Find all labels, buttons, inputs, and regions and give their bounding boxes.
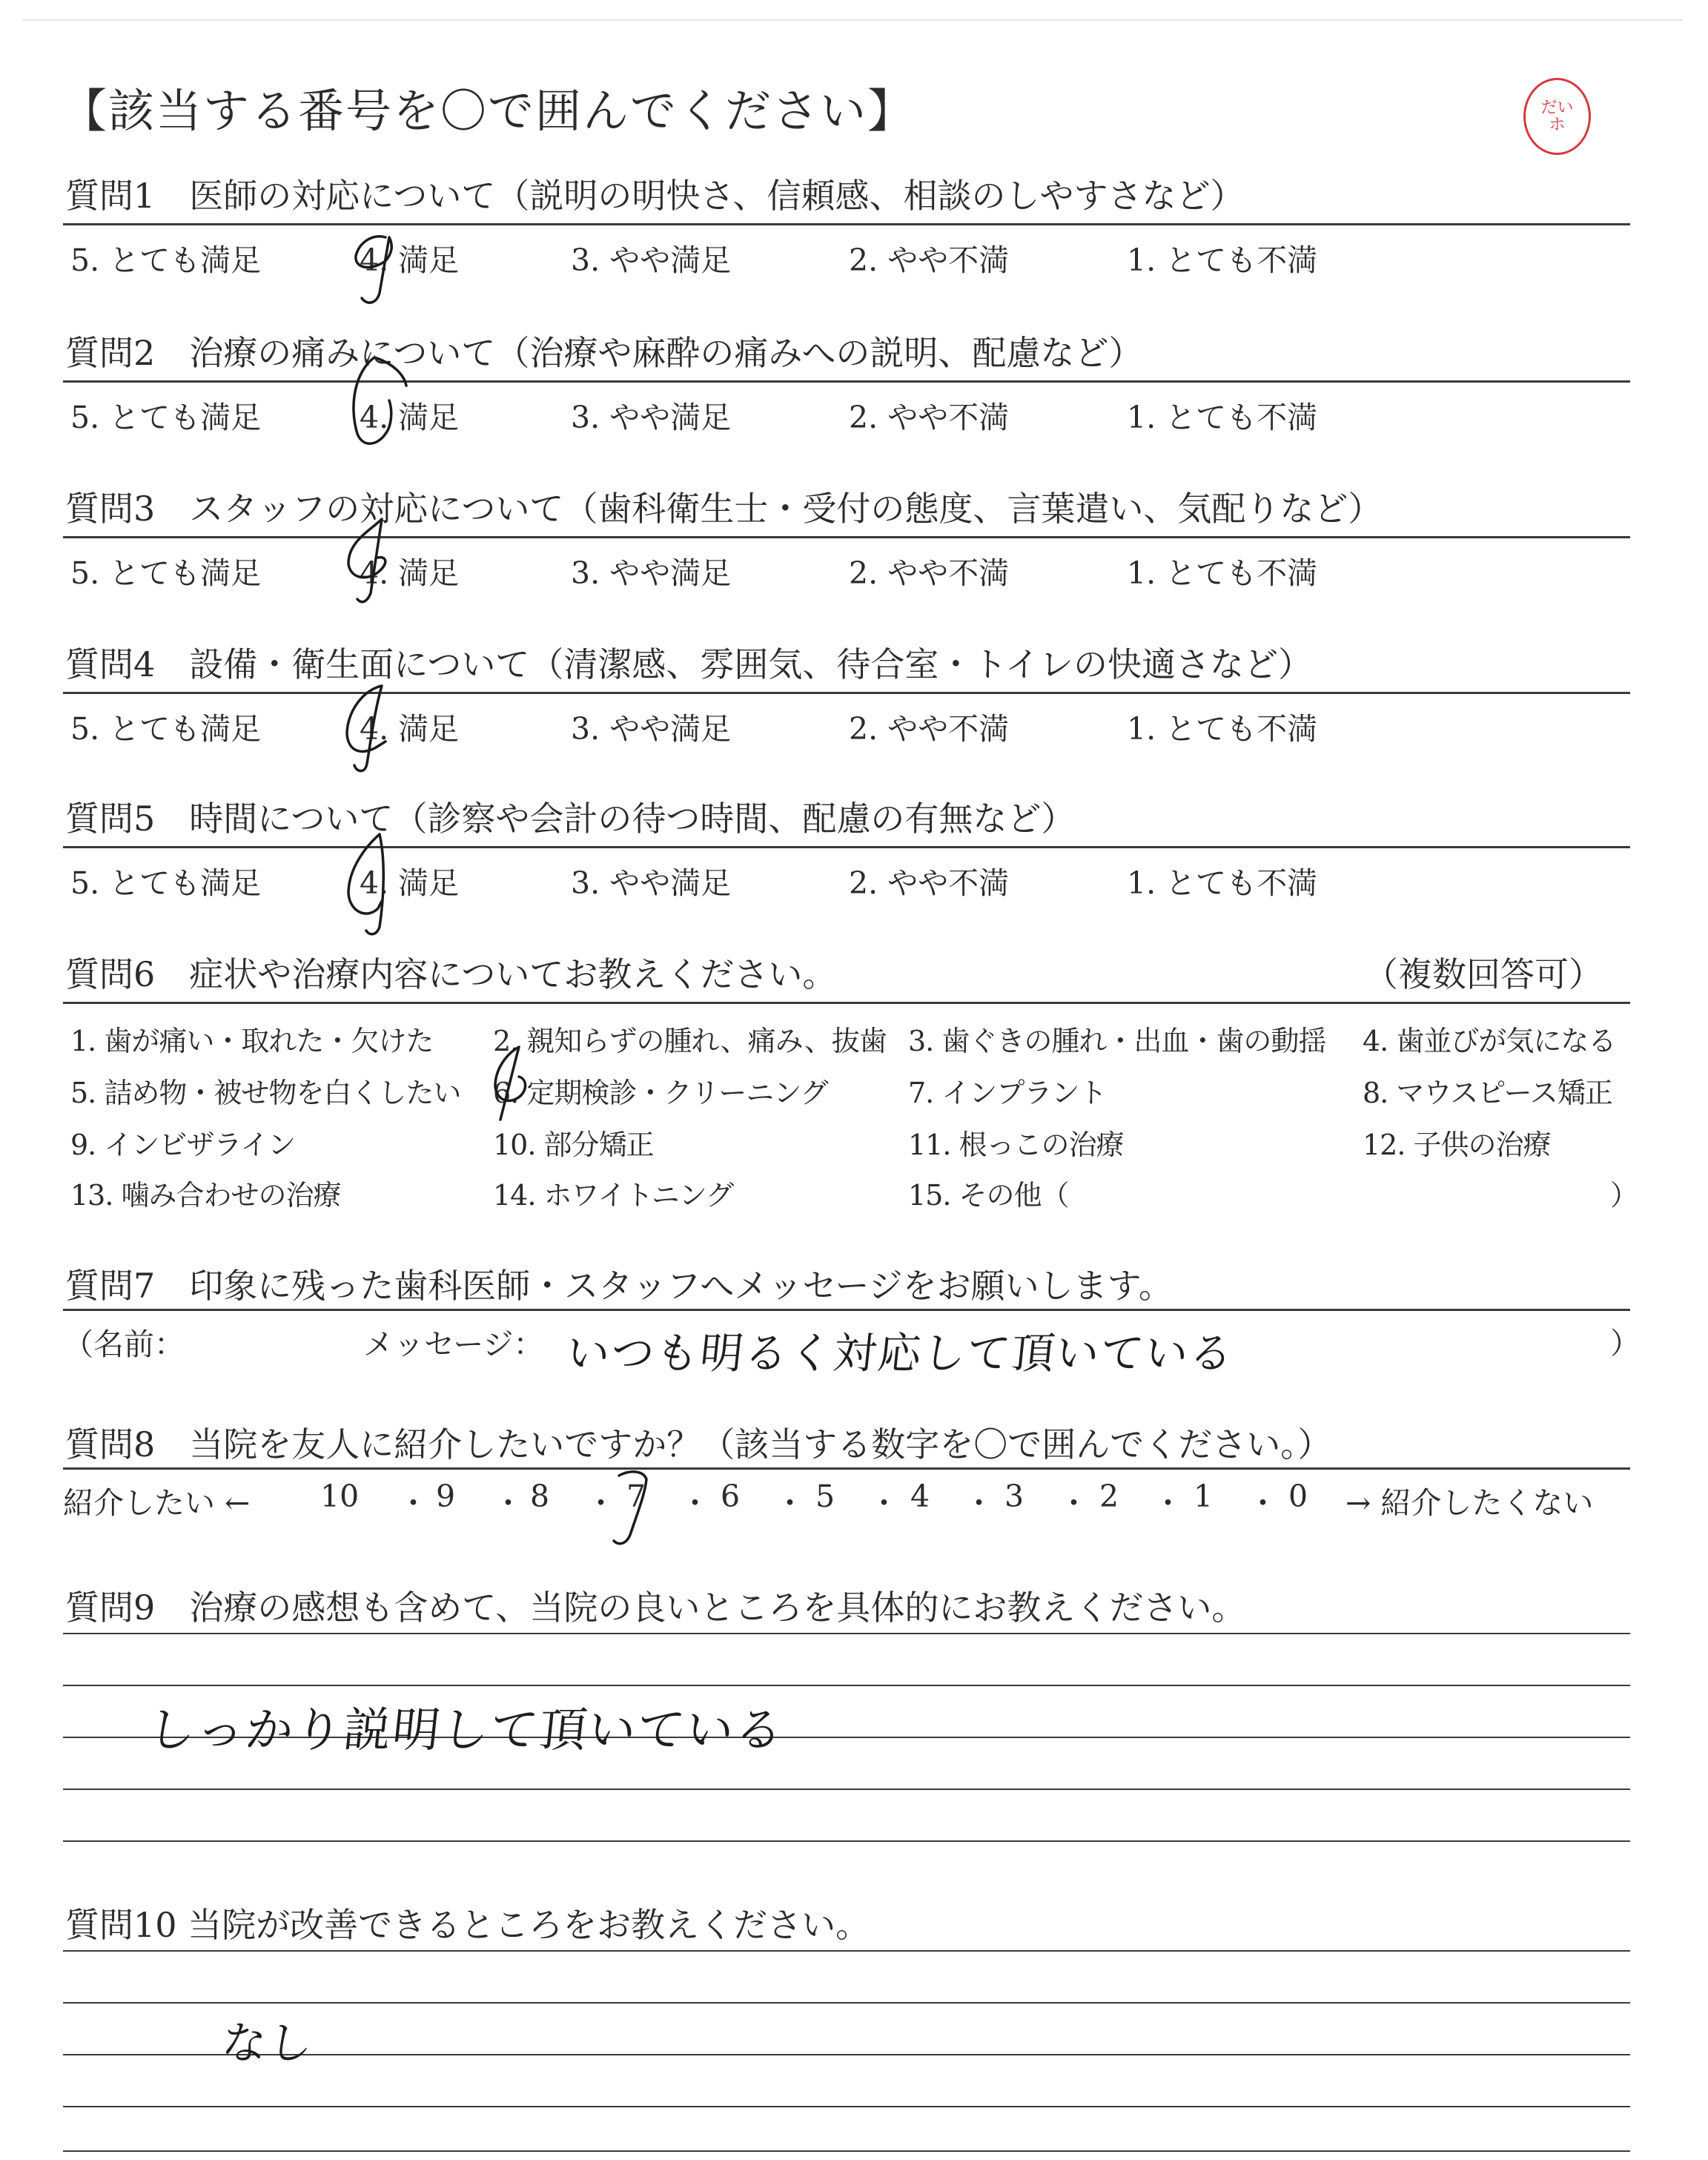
seal-stamp <box>1523 78 1591 155</box>
q3-option-1[interactable]: 1. とても不満 <box>1127 555 1318 591</box>
question-2-rule <box>63 380 1630 383</box>
dot: ・ <box>964 1485 994 1521</box>
question-8-title: 質問8 当院を友人に紹介したいですか？（該当する数字を〇で囲んでください。） <box>65 1424 1332 1464</box>
q6-option-9[interactable]: 9. インビザライン <box>70 1129 296 1161</box>
q4-option-5[interactable]: 5. とても満足 <box>70 711 262 747</box>
q2-option-5[interactable]: 5. とても満足 <box>70 400 262 435</box>
question-2-title: 質問2 治療の痛みについて（治療や麻酔の痛みへの説明、配慮など） <box>65 333 1143 373</box>
q5-option-2[interactable]: 2. やや不満 <box>849 865 1010 901</box>
q5-option-1[interactable]: 1. とても不満 <box>1127 865 1318 901</box>
question-3-rule <box>63 536 1630 538</box>
dot: ・ <box>586 1485 616 1521</box>
q10-rule-1 <box>63 1950 1630 1952</box>
q6-option-3[interactable]: 3. 歯ぐきの腫れ・出血・歯の動揺 <box>908 1025 1326 1057</box>
q10-rule-2 <box>63 2002 1630 2004</box>
scale-2[interactable]: 2 <box>1099 1479 1119 1514</box>
dot: ・ <box>680 1485 710 1521</box>
scale-8[interactable]: 8 <box>530 1479 550 1514</box>
message-label: メッセージ： <box>363 1327 544 1362</box>
q3-option-4[interactable]: 4. 満足 <box>360 555 460 591</box>
scale-4[interactable]: 4 <box>910 1479 930 1514</box>
message-close-paren: ） <box>1610 1327 1640 1361</box>
q3-option-2[interactable]: 2. やや不満 <box>849 555 1010 591</box>
question-7-title: 質問7 印象に残った歯科医師・スタッフへメッセージをお願いします。 <box>65 1266 1173 1306</box>
q9-rule-5 <box>63 1840 1630 1842</box>
q6-option-11[interactable]: 11. 根っこの治療 <box>908 1129 1124 1161</box>
scale-5[interactable]: 5 <box>815 1479 835 1514</box>
q10-answer[interactable]: なし <box>219 2018 317 2070</box>
q1-option-1[interactable]: 1. とても不満 <box>1127 242 1318 278</box>
scale-10[interactable]: 10 <box>320 1479 360 1514</box>
dot: ・ <box>1153 1485 1183 1521</box>
question-1-rule <box>63 223 1630 225</box>
scale-9[interactable]: 9 <box>436 1479 456 1514</box>
q6-option-15[interactable]: 15. その他（ <box>908 1179 1069 1212</box>
question-8-rule <box>63 1467 1630 1470</box>
stamp-line-2: ホ <box>1549 116 1566 134</box>
q5-option-4[interactable]: 4. 満足 <box>360 865 460 901</box>
q1-option-3[interactable]: 3. やや満足 <box>571 242 732 278</box>
recommend-left-label: 紹介したい ← <box>63 1485 251 1521</box>
question-3-title: 質問3 スタッフの対応について（歯科衛生士・受付の態度、言葉遣い、気配りなど） <box>65 489 1383 529</box>
q3-option-5[interactable]: 5. とても満足 <box>70 555 262 591</box>
q5-option-5[interactable]: 5. とても満足 <box>70 865 262 901</box>
question-6-rule <box>63 1002 1630 1004</box>
form-header: 【該当する番号を〇で囲んでください】 <box>61 84 916 138</box>
q6-option-13[interactable]: 13. 噛み合わせの治療 <box>70 1179 341 1212</box>
q2-option-2[interactable]: 2. やや不満 <box>849 400 1010 435</box>
q10-rule-5 <box>63 2150 1630 2152</box>
q2-option-4[interactable]: 4. 満足 <box>360 400 460 435</box>
dot: ・ <box>493 1485 523 1521</box>
q9-answer[interactable]: しっかり説明して頂いている <box>145 1703 787 1758</box>
dot: ・ <box>398 1485 428 1521</box>
q9-rule-4 <box>63 1789 1630 1790</box>
q9-rule-1 <box>63 1633 1630 1634</box>
q4-option-2[interactable]: 2. やや不満 <box>849 711 1010 747</box>
message-answer[interactable]: いつも明るく対応して頂いている <box>563 1328 1237 1378</box>
question-10-title: 質問10 当院が改善できるところをお教えください。 <box>65 1905 870 1945</box>
q6-option-6[interactable]: 6. 定期検診・クリーニング <box>493 1077 828 1109</box>
q5-option-3[interactable]: 3. やや満足 <box>571 865 732 901</box>
question-4-rule <box>63 692 1630 694</box>
q6-option-14[interactable]: 14. ホワイトニング <box>493 1179 734 1212</box>
q6-option-5[interactable]: 5. 詰め物・被せ物を白くしたい <box>70 1077 461 1109</box>
q1-option-5[interactable]: 5. とても満足 <box>70 242 262 278</box>
q6-option-10[interactable]: 10. 部分矯正 <box>493 1129 654 1161</box>
dot: ・ <box>1248 1485 1278 1521</box>
q9-rule-2 <box>63 1685 1630 1686</box>
stamp-line-1: だい <box>1540 98 1574 117</box>
q6-option-7[interactable]: 7. インプラント <box>908 1077 1107 1109</box>
scale-1[interactable]: 1 <box>1194 1479 1214 1514</box>
q6-option-15-close: ） <box>1610 1179 1638 1212</box>
question-5-rule <box>63 846 1630 848</box>
q6-option-8[interactable]: 8. マウスピース矯正 <box>1363 1077 1612 1109</box>
name-label: （名前： <box>63 1327 185 1362</box>
q2-option-3[interactable]: 3. やや満足 <box>571 400 732 435</box>
scale-0[interactable]: 0 <box>1288 1479 1308 1514</box>
recommend-right-label: → 紹介したくない <box>1345 1485 1594 1521</box>
q10-rule-4 <box>63 2106 1630 2107</box>
question-6-note: （複数回答可） <box>1364 954 1603 994</box>
q4-option-1[interactable]: 1. とても不満 <box>1127 711 1318 747</box>
scale-6[interactable]: 6 <box>721 1479 741 1514</box>
question-7-rule <box>63 1309 1630 1311</box>
q4-option-3[interactable]: 3. やや満足 <box>571 711 732 747</box>
dot: ・ <box>1059 1485 1089 1521</box>
question-9-title: 質問9 治療の感想も含めて、当院の良いところを具体的にお教えください。 <box>65 1588 1246 1628</box>
dot: ・ <box>775 1485 805 1521</box>
dot: ・ <box>869 1485 899 1521</box>
question-1-title: 質問1 医師の対応について（説明の明快さ、信頼感、相談のしやすさなど） <box>65 176 1245 216</box>
q6-option-1[interactable]: 1. 歯が痛い・取れた・欠けた <box>70 1025 434 1057</box>
q6-option-2[interactable]: 2. 親知らずの腫れ、痛み、抜歯 <box>493 1025 887 1057</box>
q2-option-1[interactable]: 1. とても不満 <box>1127 400 1318 435</box>
question-5-title: 質問5 時間について（診察や会計の待つ時間、配慮の有無など） <box>65 799 1076 839</box>
q6-option-4[interactable]: 4. 歯並びが気になる <box>1363 1025 1616 1057</box>
scale-7[interactable]: 7 <box>626 1479 646 1514</box>
q3-option-3[interactable]: 3. やや満足 <box>571 555 732 591</box>
q6-option-12[interactable]: 12. 子供の治療 <box>1363 1129 1551 1161</box>
q1-option-4[interactable]: 4. 満足 <box>360 242 460 278</box>
q1-option-2[interactable]: 2. やや不満 <box>849 242 1010 278</box>
scale-3[interactable]: 3 <box>1004 1479 1025 1514</box>
question-4-title: 質問4 設備・衛生面について（清潔感、雰囲気、待合室・トイレの快適さなど） <box>65 644 1313 684</box>
top-edge-line <box>22 19 1683 21</box>
q4-option-4[interactable]: 4. 満足 <box>360 711 460 747</box>
question-6-title: 質問6 症状や治療内容についてお教えください。 <box>65 954 837 994</box>
